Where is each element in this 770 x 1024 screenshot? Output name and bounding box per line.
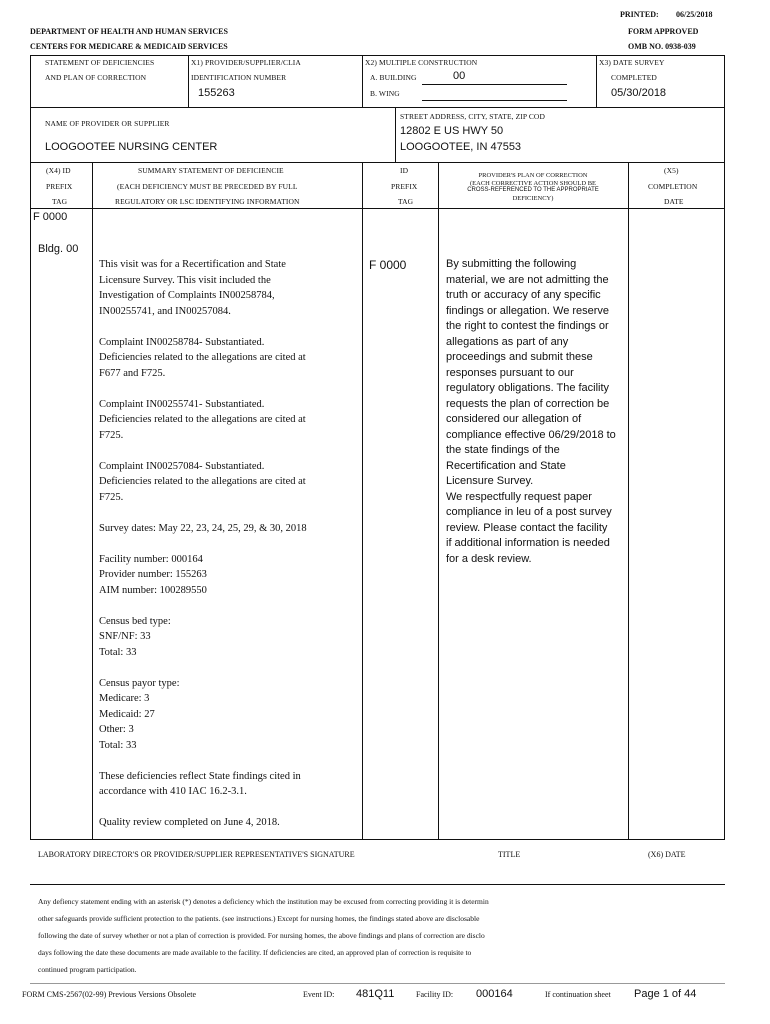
summary-line: F725. bbox=[99, 491, 124, 503]
x2-label: X2) MULTIPLE CONSTRUCTION bbox=[365, 58, 478, 67]
wing-label: B. WING bbox=[370, 89, 400, 98]
x1-label-2: IDENTIFICATION NUMBER bbox=[191, 73, 287, 82]
form-approved: FORM APPROVED bbox=[628, 27, 699, 36]
col-x4-1: (X4) ID bbox=[46, 166, 71, 175]
col-id-2: PREFIX bbox=[391, 182, 418, 191]
poc-line: if additional information is needed bbox=[446, 537, 610, 549]
provider-name-label: NAME OF PROVIDER OR SUPPLIER bbox=[45, 119, 170, 128]
poc-line: We respectfully request paper bbox=[446, 490, 592, 503]
survey-completed-date: 05/30/2018 bbox=[611, 87, 667, 99]
footer-event-value: 481Q11 bbox=[356, 988, 395, 1000]
address-line-2: LOOGOOTEE, IN 47553 bbox=[400, 141, 522, 153]
summary-paragraph bbox=[99, 769, 359, 800]
summary-paragraph bbox=[99, 459, 359, 506]
summary-line: This visit was for a Recertification and State bbox=[99, 259, 286, 270]
summary-line: Medicaid: 27 bbox=[99, 708, 155, 720]
summary-paragraph bbox=[99, 335, 359, 382]
poc-line: findings or allegation. We reserve bbox=[446, 304, 610, 317]
footer-form: FORM CMS-2567(02-99) Previous Versions Obsolete bbox=[22, 990, 197, 999]
poc-line: requests the plan of correction be bbox=[446, 397, 610, 410]
col-x5-3: DATE bbox=[664, 197, 684, 206]
poc-line: truth or accuracy of any specific bbox=[446, 289, 601, 301]
poc-line: for a desk review. bbox=[446, 552, 532, 565]
x3-label-1: X3) DATE SURVEY bbox=[599, 58, 665, 67]
footer-continuation: If continuation sheet bbox=[545, 990, 611, 999]
col-x4-3: TAG bbox=[52, 197, 68, 206]
col-x4-2: PREFIX bbox=[46, 182, 73, 191]
summary-line: Total: 33 bbox=[99, 646, 137, 658]
poc-line: regulatory obligations. The facility bbox=[446, 382, 610, 394]
disclaimer-line: other safeguards provide sufficient protection to the patients. (see instructions.) Except for nursing homes, the findings stated above are disclosable bbox=[38, 914, 480, 923]
row-tag: F 0000 bbox=[33, 211, 68, 223]
col-summary-2: (EACH DEFICIENCY MUST BE PRECEDED BY FULL bbox=[117, 182, 298, 191]
statement-label-1: STATEMENT OF DEFICIENCIES bbox=[45, 58, 155, 67]
summary-line: These deficiencies reflect State findings cited in bbox=[99, 770, 301, 782]
col-poc-header bbox=[440, 172, 626, 202]
row-id-tag: F 0000 bbox=[369, 258, 407, 272]
col-id-1: ID bbox=[400, 166, 409, 175]
poc-line: the right to contest the findings or bbox=[446, 320, 609, 332]
summary-line: Deficiencies related to the allegations are cited at bbox=[99, 476, 306, 487]
poc-line: Licensure Survey. bbox=[446, 475, 534, 487]
printed-date: 06/25/2018 bbox=[676, 10, 713, 19]
plan-of-correction bbox=[446, 257, 626, 567]
summary-line: Total: 33 bbox=[99, 739, 137, 751]
poc-line: responses pursuant to our bbox=[446, 366, 574, 379]
x1-label-1: X1) PROVIDER/SUPPLIER/CLIA bbox=[191, 58, 301, 67]
summary-paragraph bbox=[99, 676, 359, 754]
col-id-3: TAG bbox=[398, 197, 414, 206]
summary-line: Census bed type: bbox=[99, 615, 171, 627]
summary-line: Deficiencies related to the allegations are cited at bbox=[99, 352, 306, 363]
summary-line: F677 and F725. bbox=[99, 367, 166, 379]
col-x5-1: (X5) bbox=[664, 166, 679, 175]
centers-title: CENTERS FOR MEDICARE & MEDICAID SERVICES bbox=[30, 42, 228, 51]
poc-line: material, we are not admitting the bbox=[446, 273, 609, 286]
poc-line: the state findings of the bbox=[446, 444, 560, 456]
summary-paragraph bbox=[99, 815, 359, 831]
col-poc-2: (EACH CORRECTIVE ACTION SHOULD BE bbox=[469, 179, 597, 187]
summary-line: AIM number: 100289550 bbox=[99, 584, 207, 596]
department-title: DEPARTMENT OF HEALTH AND HUMAN SERVICES bbox=[30, 27, 228, 36]
poc-line: proceedings and submit these bbox=[446, 351, 593, 363]
summary-line: Provider number: 155263 bbox=[99, 569, 207, 580]
summary-line: Other: 3 bbox=[99, 724, 134, 735]
col-poc-3: CROSS-REFERENCED TO THE APPROPRIATE bbox=[467, 187, 599, 193]
col-poc-4: DEFICIENCY) bbox=[512, 194, 554, 202]
title-label: TITLE bbox=[498, 850, 521, 859]
summary-line: Licensure Survey. This visit included the bbox=[99, 274, 271, 286]
col-summary-1: SUMMARY STATEMENT OF DEFICIENCIE bbox=[138, 166, 284, 175]
summary-line: Investigation of Complaints IN00258784, bbox=[99, 290, 275, 301]
building-value: 00 bbox=[453, 70, 466, 82]
footer-facility-value: 000164 bbox=[476, 988, 513, 1000]
omb-number: OMB NO. 0938-039 bbox=[628, 42, 696, 51]
poc-line: considered our allegation of bbox=[446, 413, 582, 425]
poc-line: allegations as part of any bbox=[446, 335, 569, 348]
col-x5-2: COMPLETION bbox=[648, 182, 698, 191]
disclaimer bbox=[38, 893, 728, 978]
row-bldg: Bldg. 00 bbox=[38, 243, 79, 255]
summary-line: F725. bbox=[99, 429, 124, 441]
address-line-1: 12802 E US HWY 50 bbox=[400, 125, 504, 137]
summary-paragraph bbox=[99, 397, 359, 444]
poc-line: By submitting the following bbox=[446, 258, 577, 270]
address-label: STREET ADDRESS, CITY, STATE, ZIP COD bbox=[400, 112, 545, 121]
disclaimer-line: following the date of survey whether or not a plan of correction is provided. For nursing homes, the above findings and plans of correction are disclo bbox=[38, 931, 485, 940]
col-summary-3: REGULATORY OR LSC IDENTIFYING INFORMATION bbox=[115, 197, 300, 206]
col-poc-1: PROVIDER'S PLAN OF CORRECTION bbox=[478, 172, 588, 179]
building-label: A. BUILDING bbox=[370, 73, 417, 82]
poc-line: review. Please contact the facility bbox=[446, 521, 608, 534]
poc-line: compliance effective 06/29/2018 to bbox=[446, 428, 616, 441]
summary-line: IN00255741, and IN00257084. bbox=[99, 305, 231, 317]
footer-facility-label: Facility ID: bbox=[416, 990, 454, 999]
summary-line: Complaint IN00258784- Substantiated. bbox=[99, 336, 265, 348]
summary-line: Quality review completed on June 4, 2018. bbox=[99, 817, 280, 828]
summary-paragraph bbox=[99, 614, 359, 661]
summary-line: Complaint IN00257084- Substantiated. bbox=[99, 460, 265, 472]
summary-line: Deficiencies related to the allegations are cited at bbox=[99, 414, 306, 425]
summary-line: Census payor type: bbox=[99, 677, 180, 689]
summary-line: accordance with 410 IAC 16.2-3.1. bbox=[99, 786, 247, 797]
summary-line: Survey dates: May 22, 23, 24, 25, 29, & 30, 2018 bbox=[99, 522, 307, 534]
summary-statement bbox=[99, 257, 359, 831]
x3-label-2: COMPLETED bbox=[611, 73, 657, 82]
summary-line: SNF/NF: 33 bbox=[99, 631, 151, 642]
summary-paragraph bbox=[99, 257, 359, 319]
summary-paragraph bbox=[99, 521, 359, 537]
printed-label: PRINTED: bbox=[620, 10, 659, 19]
statement-label-2: AND PLAN OF CORRECTION bbox=[45, 73, 147, 82]
summary-line: Facility number: 000164 bbox=[99, 553, 203, 565]
summary-line: Medicare: 3 bbox=[99, 693, 150, 704]
poc-line: compliance in leu of a post survey bbox=[446, 506, 612, 518]
lab-director-label: LABORATORY DIRECTOR'S OR PROVIDER/SUPPLIER REPRESENTATIVE'S SIGNATURE bbox=[38, 850, 355, 859]
disclaimer-line: continued program participation. bbox=[38, 965, 137, 974]
poc-line: Recertification and State bbox=[446, 459, 566, 472]
disclaimer-line: Any defiency statement ending with an asterisk (*) denotes a deficiency which the institution may be excused from correcting providing it is determin bbox=[38, 897, 489, 906]
summary-paragraph bbox=[99, 552, 359, 599]
x6-date-label: (X6) DATE bbox=[648, 850, 686, 859]
provider-name-value: LOOGOOTEE NURSING CENTER bbox=[45, 141, 218, 153]
provider-id-value: 155263 bbox=[198, 87, 235, 99]
footer-event-label: Event ID: bbox=[303, 990, 335, 999]
footer-page: Page 1 of 44 bbox=[634, 988, 697, 1000]
disclaimer-line: days following the date these documents are made available to the facility. If deficiencies are cited, an approved plan of correction is requisite to bbox=[38, 948, 472, 957]
summary-line: Complaint IN00255741- Substantiated. bbox=[99, 398, 265, 410]
